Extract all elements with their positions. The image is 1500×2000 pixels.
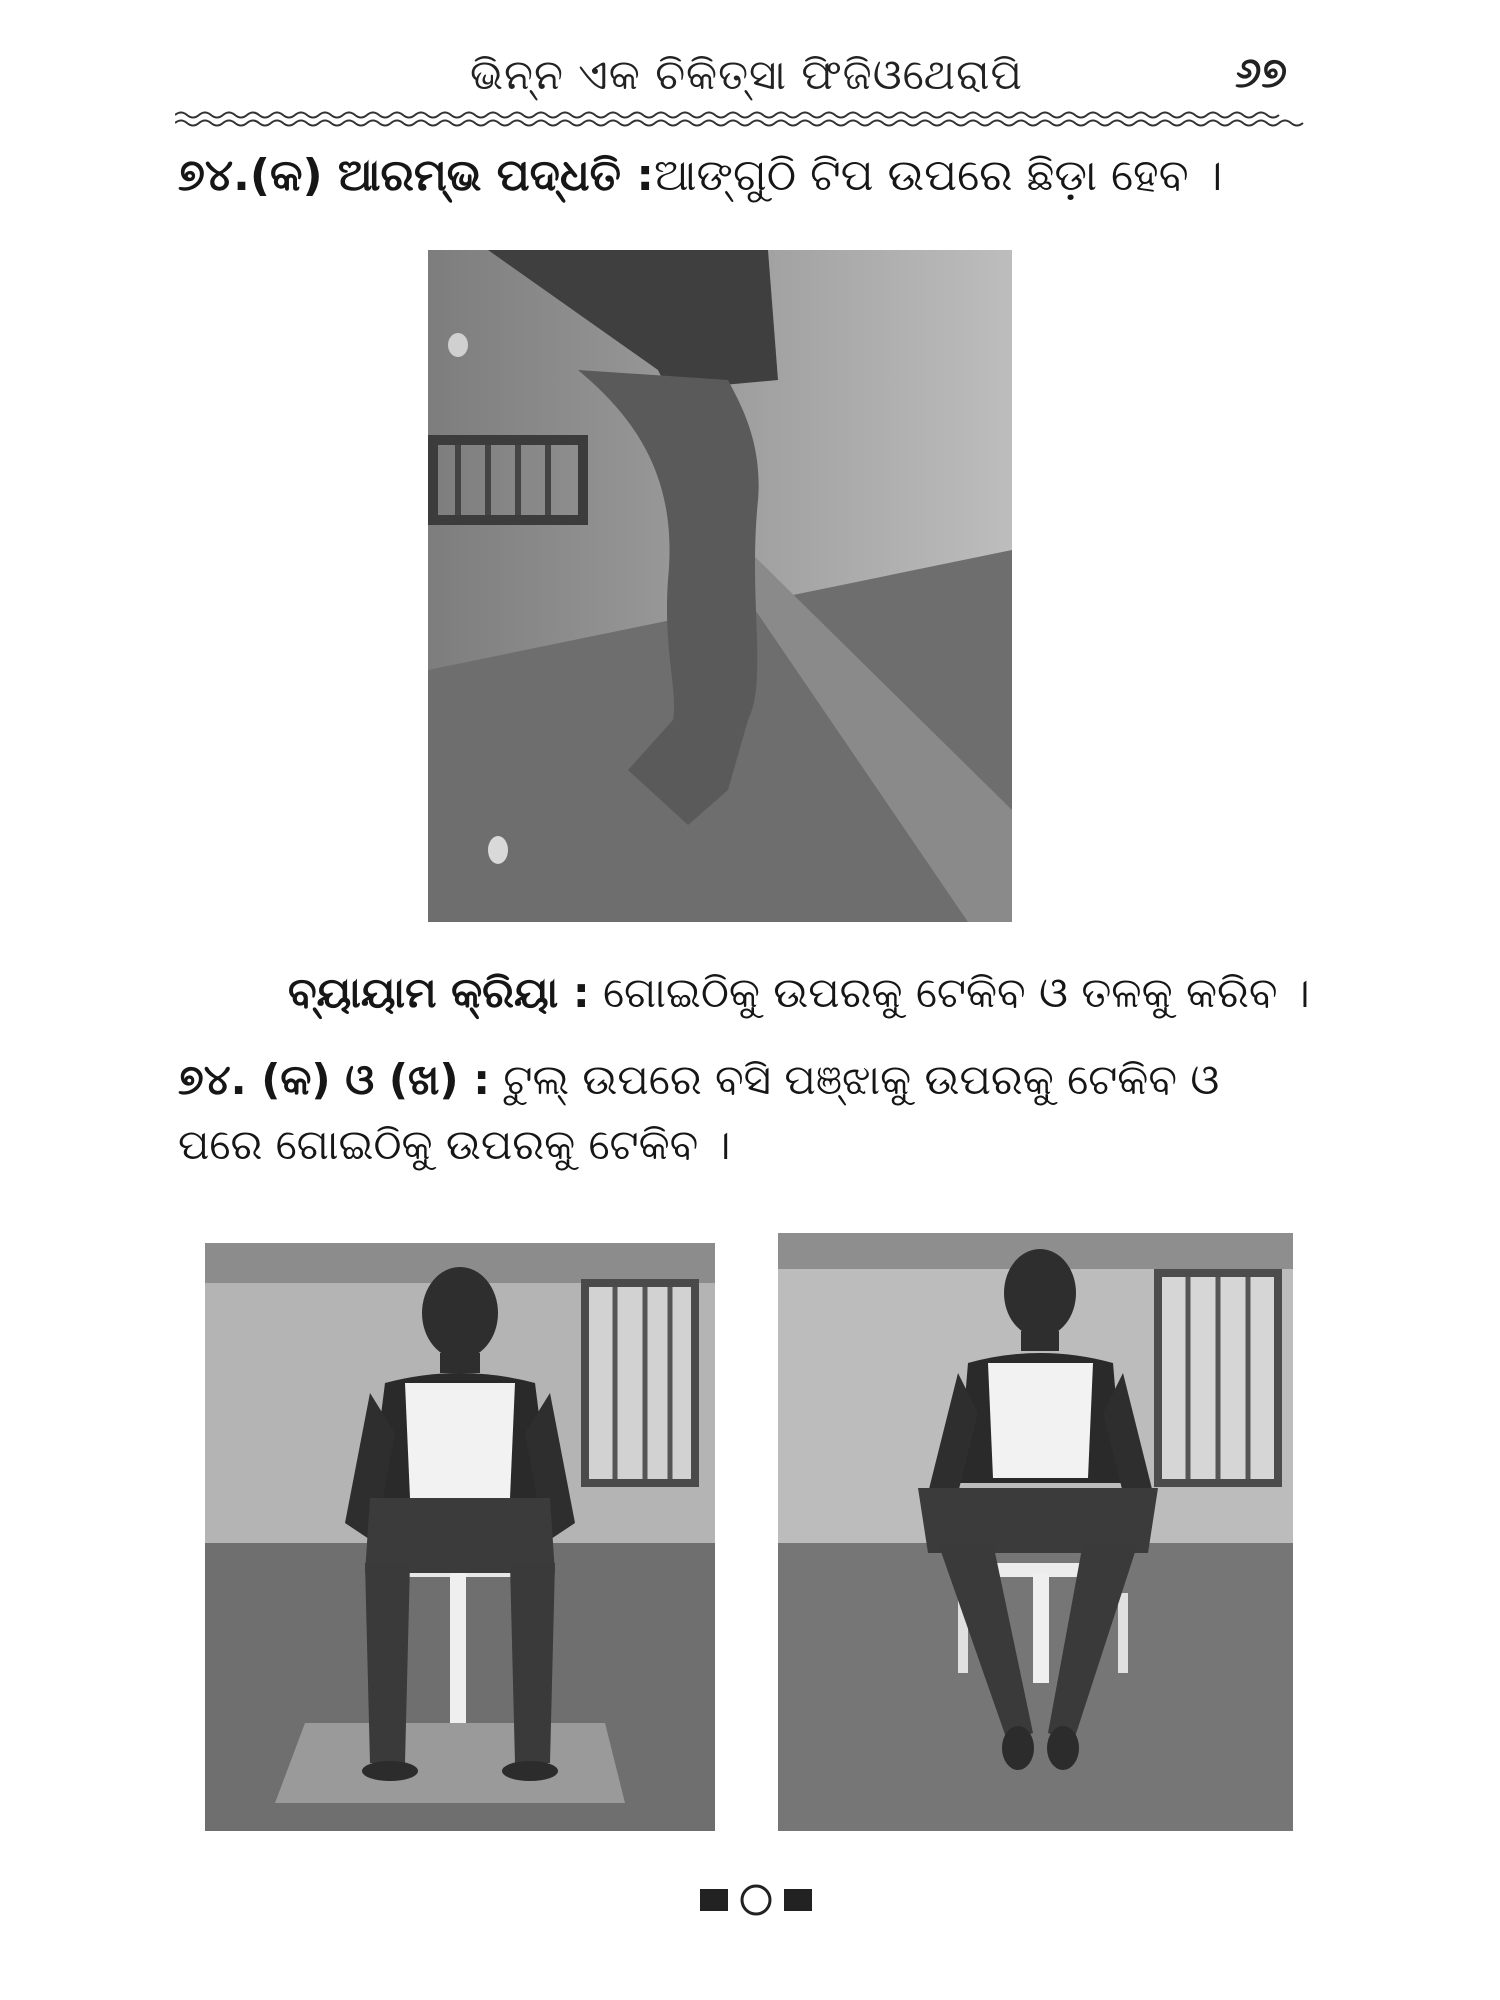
page-ornament xyxy=(700,1883,812,1917)
section-a-text: ଆଙ୍ଗୁଠି ଟିପ ଉପରେ ଛିଡ଼ା ହେବ । xyxy=(653,150,1223,201)
section-b-line-2 xyxy=(178,1120,1328,1170)
photo-seated-heels-raised xyxy=(778,1233,1293,1831)
section-b-line-1 xyxy=(178,1055,1328,1105)
running-title: ଭିନ୍ନ ଏକ ଚିକିତ୍ସା ଫିଜିଓଥେରାପି xyxy=(470,50,1023,99)
section-b-text-2: ପରେ ଗୋଇଠିକୁ ଉପରକୁ ଟେକିବ । xyxy=(178,1120,731,1169)
exercise-instruction xyxy=(288,968,1310,1018)
photo-seated-start xyxy=(205,1243,715,1831)
exercise-label: ବ୍ୟାୟାମ କ୍ରିୟା : xyxy=(288,968,590,1017)
exercise-text: ଗୋଇଠିକୁ ଉପରକୁ ଟେକିବ ଓ ତଳକୁ କରିବ । xyxy=(603,968,1310,1017)
photo-standing-on-toes xyxy=(428,250,1012,922)
header-wavy-rule xyxy=(175,108,1330,130)
section-b-text-1: ଟୁଲ୍ ଉପରେ ବସି ପଞ୍ଝାକୁ ଉପରକୁ ଟେକିବ ଓ xyxy=(503,1055,1220,1104)
section-b-label: ୭୪. (କ) ଓ (ଖ) : xyxy=(178,1055,491,1104)
section-a-label: ୭୪.(କ) ଆରମ୍ଭ ପଦ୍ଧତି : xyxy=(178,150,654,201)
section-a-heading xyxy=(178,150,1222,201)
page-number: ୬୭ xyxy=(1235,48,1288,97)
